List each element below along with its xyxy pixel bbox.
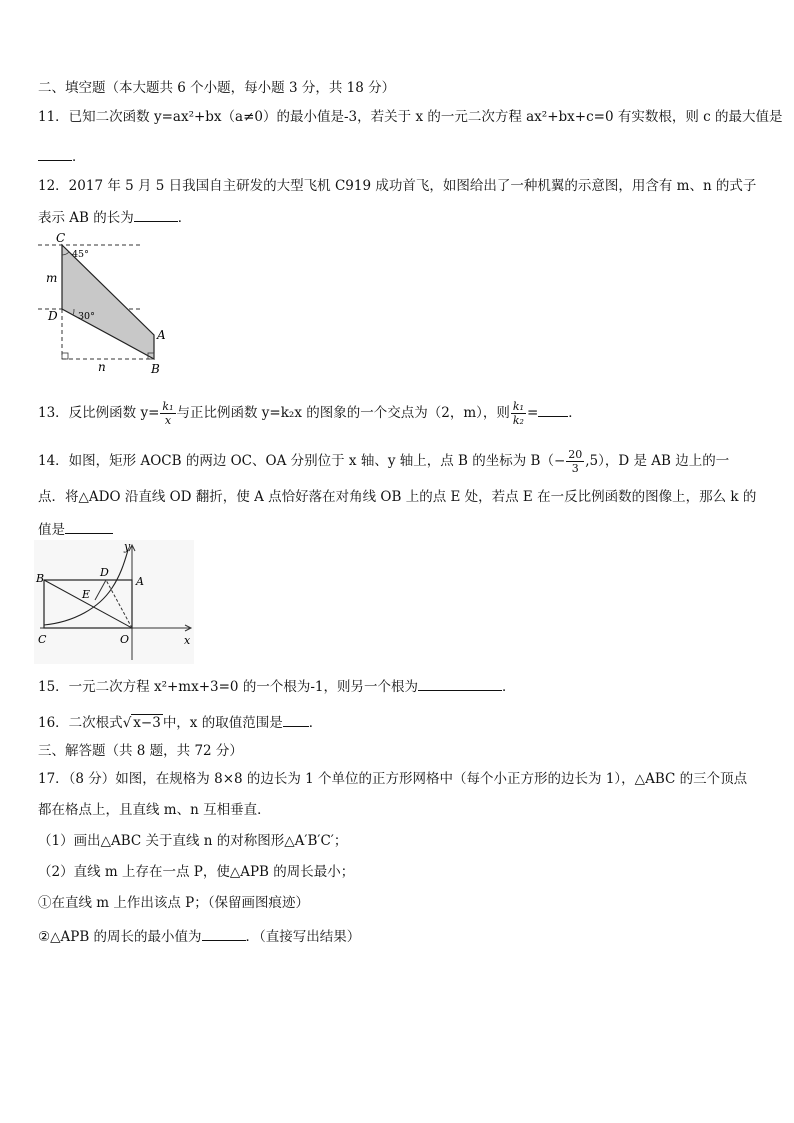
- fraction-20-over-3: [566, 448, 584, 475]
- question-12-prompt: 表示 AB 的长为: [38, 210, 134, 226]
- question-14-line2: 点．将△ADO 沿直线 OD 翻折，使 A 点恰好落在对角线 OB 上的点 E 处，若点 E 在一反比例函数的图像上，那么 k 的: [38, 489, 757, 505]
- question-13-prompt: 13．反比例函数 y=: [38, 405, 160, 421]
- question-14-prompt: 值是: [38, 522, 65, 538]
- question-16-mid: 中，x 的取值范围是: [162, 715, 283, 731]
- question-17-line1: 17．（8 分）如图，在规格为 8×8 的边长为 1 个单位的正方形网格中（每个小正方形的边长为 1），△ABC 的三个顶点: [38, 771, 748, 787]
- question-17-sub2b-prompt: ②△APB 的周长的最小值为: [38, 929, 202, 945]
- label-O: O: [120, 633, 130, 646]
- question-13-mid: 与正比例函数 y=k₂x 的图象的一个交点为（2，m），则: [176, 405, 510, 421]
- label-E: E: [82, 588, 91, 601]
- question-11-tail: ．: [72, 149, 86, 165]
- question-14-line1-pre: 14．如图，矩形 AOCB 的两边 OC、OA 分别位于 x 轴、y 轴上，点 B 的坐标为 B（−: [38, 453, 566, 469]
- answer-blank: [65, 519, 113, 534]
- question-17-sub2b-tail: ．（直接写出结果）: [245, 929, 361, 945]
- wing-shape: [62, 245, 154, 359]
- fraction-denominator: x: [164, 414, 172, 427]
- question-17-sub1: （1）画出△ABC 关于直线 n 的对称图形△A′B′C′；: [38, 833, 348, 849]
- fraction-k1-over-k2: [511, 400, 526, 427]
- label-m: m: [46, 271, 58, 285]
- label-B: B: [151, 362, 160, 376]
- label-C: C: [56, 231, 66, 245]
- fraction-numerator: k₁: [162, 400, 174, 413]
- question-13: [38, 399, 582, 427]
- label-B: B: [36, 572, 45, 585]
- rectangle-hyperbola-diagram: [34, 540, 194, 664]
- label-y: y: [124, 540, 131, 553]
- radicand: x−3: [133, 715, 161, 731]
- question-17-sub2: （2）直线 m 上存在一点 P，使△APB 的周长最小；: [38, 864, 355, 880]
- label-C: C: [38, 633, 47, 646]
- question-16-prefix: 16．二次根式: [38, 715, 123, 731]
- label-x: x: [184, 634, 191, 647]
- question-14-line3: [38, 519, 113, 539]
- label-D: D: [100, 566, 109, 579]
- label-angle-45: 45°: [72, 249, 89, 260]
- question-13-tail: ．: [568, 405, 582, 421]
- section-title-fill-in: 二、填空题（本大题共 6 个小题，每小题 3 分，共 18 分）: [38, 80, 396, 96]
- section-title-solutions: 三、解答题（共 8 题，共 72 分）: [38, 743, 243, 759]
- wing-diagram: [36, 228, 176, 376]
- answer-blank: [418, 676, 502, 691]
- question-15-tail: ．: [501, 679, 516, 695]
- radical-sign: √: [122, 715, 132, 731]
- label-A: A: [157, 328, 166, 342]
- label-angle-30: 30°: [78, 311, 95, 322]
- answer-blank: [283, 712, 309, 727]
- label-A: A: [136, 575, 144, 588]
- question-16-tail: ．: [308, 715, 323, 731]
- question-11-text: 11．已知二次函数 y=ax²+bx（a≠0）的最小值是-3，若关于 x 的一元二次方程 ax²+bx+c=0 有实数根，则 c 的最大值是: [38, 109, 783, 125]
- question-12-line2: [38, 207, 191, 227]
- label-n: n: [98, 360, 106, 374]
- figure-background: [34, 540, 194, 664]
- answer-blank: [202, 926, 246, 941]
- question-11-answer-line: [38, 146, 86, 166]
- answer-blank: [134, 207, 178, 222]
- question-16: [38, 712, 322, 732]
- question-14-line1-post: ,5），D 是 AB 边上的一: [585, 453, 730, 469]
- fraction-denominator: 3: [571, 462, 579, 475]
- label-D: D: [48, 309, 58, 323]
- fraction-numerator: k₁: [512, 400, 524, 413]
- question-15: [38, 676, 515, 696]
- fraction-k1-over-x: [160, 400, 175, 427]
- question-12-tail: ．: [177, 210, 192, 226]
- answer-blank: [538, 402, 568, 417]
- question-17-sub2b: [38, 926, 360, 946]
- question-13-equals: =: [526, 405, 539, 421]
- question-17-line2: 都在格点上，且直线 m、n 互相垂直．: [38, 802, 271, 818]
- question-17-sub2a: ①在直线 m 上作出该点 P；（保留画图痕迹）: [38, 895, 310, 911]
- right-angle-mark: [62, 353, 68, 359]
- question-14-line1: [38, 447, 729, 475]
- question-15-text: 15．一元二次方程 x²+mx+3=0 的一个根为-1，则另一个根为: [38, 679, 418, 695]
- fraction-numerator: 20: [568, 448, 583, 461]
- question-12-line1: 12．2017 年 5 月 5 日我国自主研发的大型飞机 C919 成功首飞，如图给出了一种机翼的示意图，用含有 m、n 的式子: [38, 178, 757, 194]
- fraction-denominator: k₂: [512, 414, 524, 427]
- answer-blank: [38, 146, 72, 161]
